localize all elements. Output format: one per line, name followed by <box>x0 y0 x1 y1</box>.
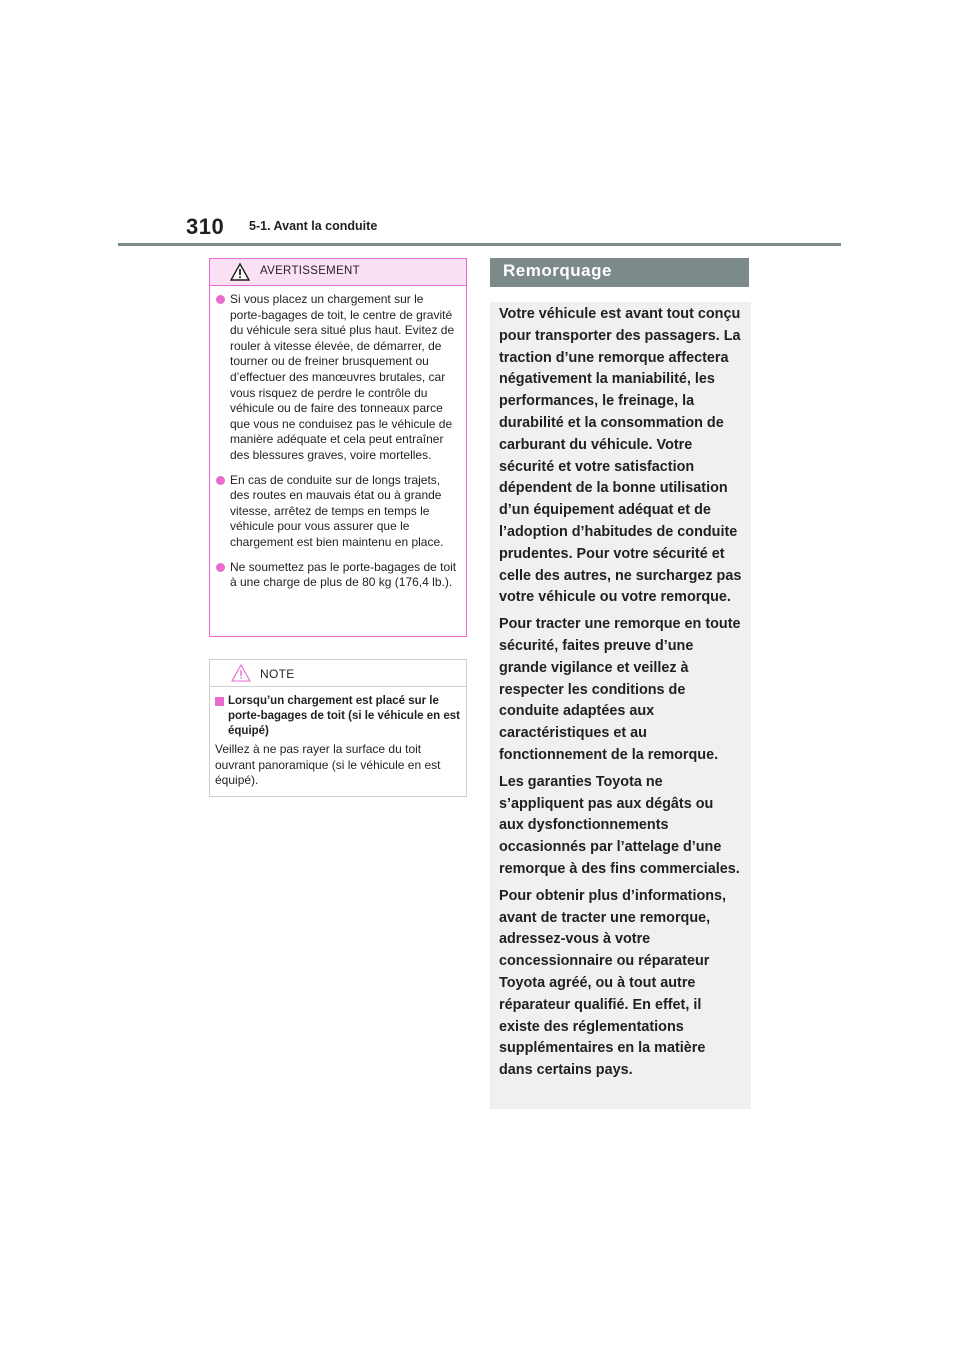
section-title: 5-1. Avant la conduite <box>249 219 378 233</box>
warning-item <box>216 473 458 551</box>
caution-triangle-icon <box>231 664 251 682</box>
warning-item <box>216 292 458 464</box>
note-heading-text: Lorsqu’un chargement est placé sur le porte-bagages de toit (si le véhicule en est équipé) <box>228 695 460 737</box>
note-body <box>210 687 466 789</box>
topic-body <box>490 302 751 1109</box>
warning-box <box>209 258 467 637</box>
topic-title: Remorquage <box>503 261 612 280</box>
topic-paragraph: Votre véhicule est avant tout conçu pour transporter des passagers. La traction d’une remorque affectera négativement la maniabilité, les performances, le freinage, la durabilité et la consommation de carburant du véhicule. Votre sécurité et votre satisfaction dépendent de la bonne utilisation d’un équipement adéquat et de l’adoption d’habitudes de conduite prudentes. Pour votre sécurité et celle des autres, ne surchargez pas votre véhicule ou votre remorque. <box>499 306 742 606</box>
bullet-dot-icon <box>216 295 225 304</box>
bullet-dot-icon <box>216 476 225 485</box>
warning-item <box>216 560 458 591</box>
warning-item-text: Ne soumettez pas le porte-bagages de toit à une charge de plus de 80 kg (176,4 lb.). <box>230 559 457 590</box>
warning-list <box>210 286 466 591</box>
header-rule <box>118 243 841 246</box>
warning-triangle-icon <box>230 263 250 281</box>
note-text: Veillez à ne pas rayer la surface du toit ouvrant panoramique (si le véhicule en est équipé). <box>215 742 441 787</box>
topic-paragraph: Pour obtenir plus d’informations, avant de tracter une remorque, adressez-vous à votre concessionnaire ou réparateur Toyota agréé, ou à tout autre réparateur qualifié. En effet, il existe des réglementations supplémentaires en la matière dans certains pays. <box>499 887 727 1079</box>
warning-title: AVERTISSEMENT <box>260 265 360 277</box>
bullet-dot-icon <box>216 563 225 572</box>
topic-bar <box>490 258 749 287</box>
note-header <box>210 660 466 687</box>
note-title: NOTE <box>260 667 295 681</box>
note-heading <box>215 694 460 739</box>
topic-paragraph: Pour tracter une remorque en toute sécurité, faites preuve d’une grande vigilance et veillez à respecter les conditions de conduite adaptées aux caractéristiques et au fonctionnement de la remorque. <box>499 616 741 763</box>
warning-item-text: Si vous placez un chargement sur le porte-bagages de toit, le centre de gravité du véhicule sera situé plus haut. Evitez de rouler à vitesse élevée, de démarrer, de tourner ou de freiner brusquement ou d’effectuer des manœuvres brutales, car vous risquez de perdre le contrôle du véhicule ou de faire des tonneaux parce que vous ne conduisez pas le véhicule de manière adéquate et cela peut entraîner des blessures graves, voire mortelles. <box>230 292 455 462</box>
topic-paragraph: Les garanties Toyota ne s’appliquent pas aux dégâts ou aux dysfonctionnements occasionnés par l’attelage d’une remorque à des fins commerciales. <box>499 773 740 877</box>
warning-header <box>210 259 466 286</box>
note-box <box>209 659 467 797</box>
warning-item-text: En cas de conduite sur de longs trajets, des routes en mauvais état ou à grande vitesse, arrêtez de temps en temps le véhicule pour vous assurer que le chargement est bien maintenu en place. <box>230 472 444 549</box>
page-number: 310 <box>186 214 225 239</box>
bullet-square-icon <box>215 697 224 706</box>
